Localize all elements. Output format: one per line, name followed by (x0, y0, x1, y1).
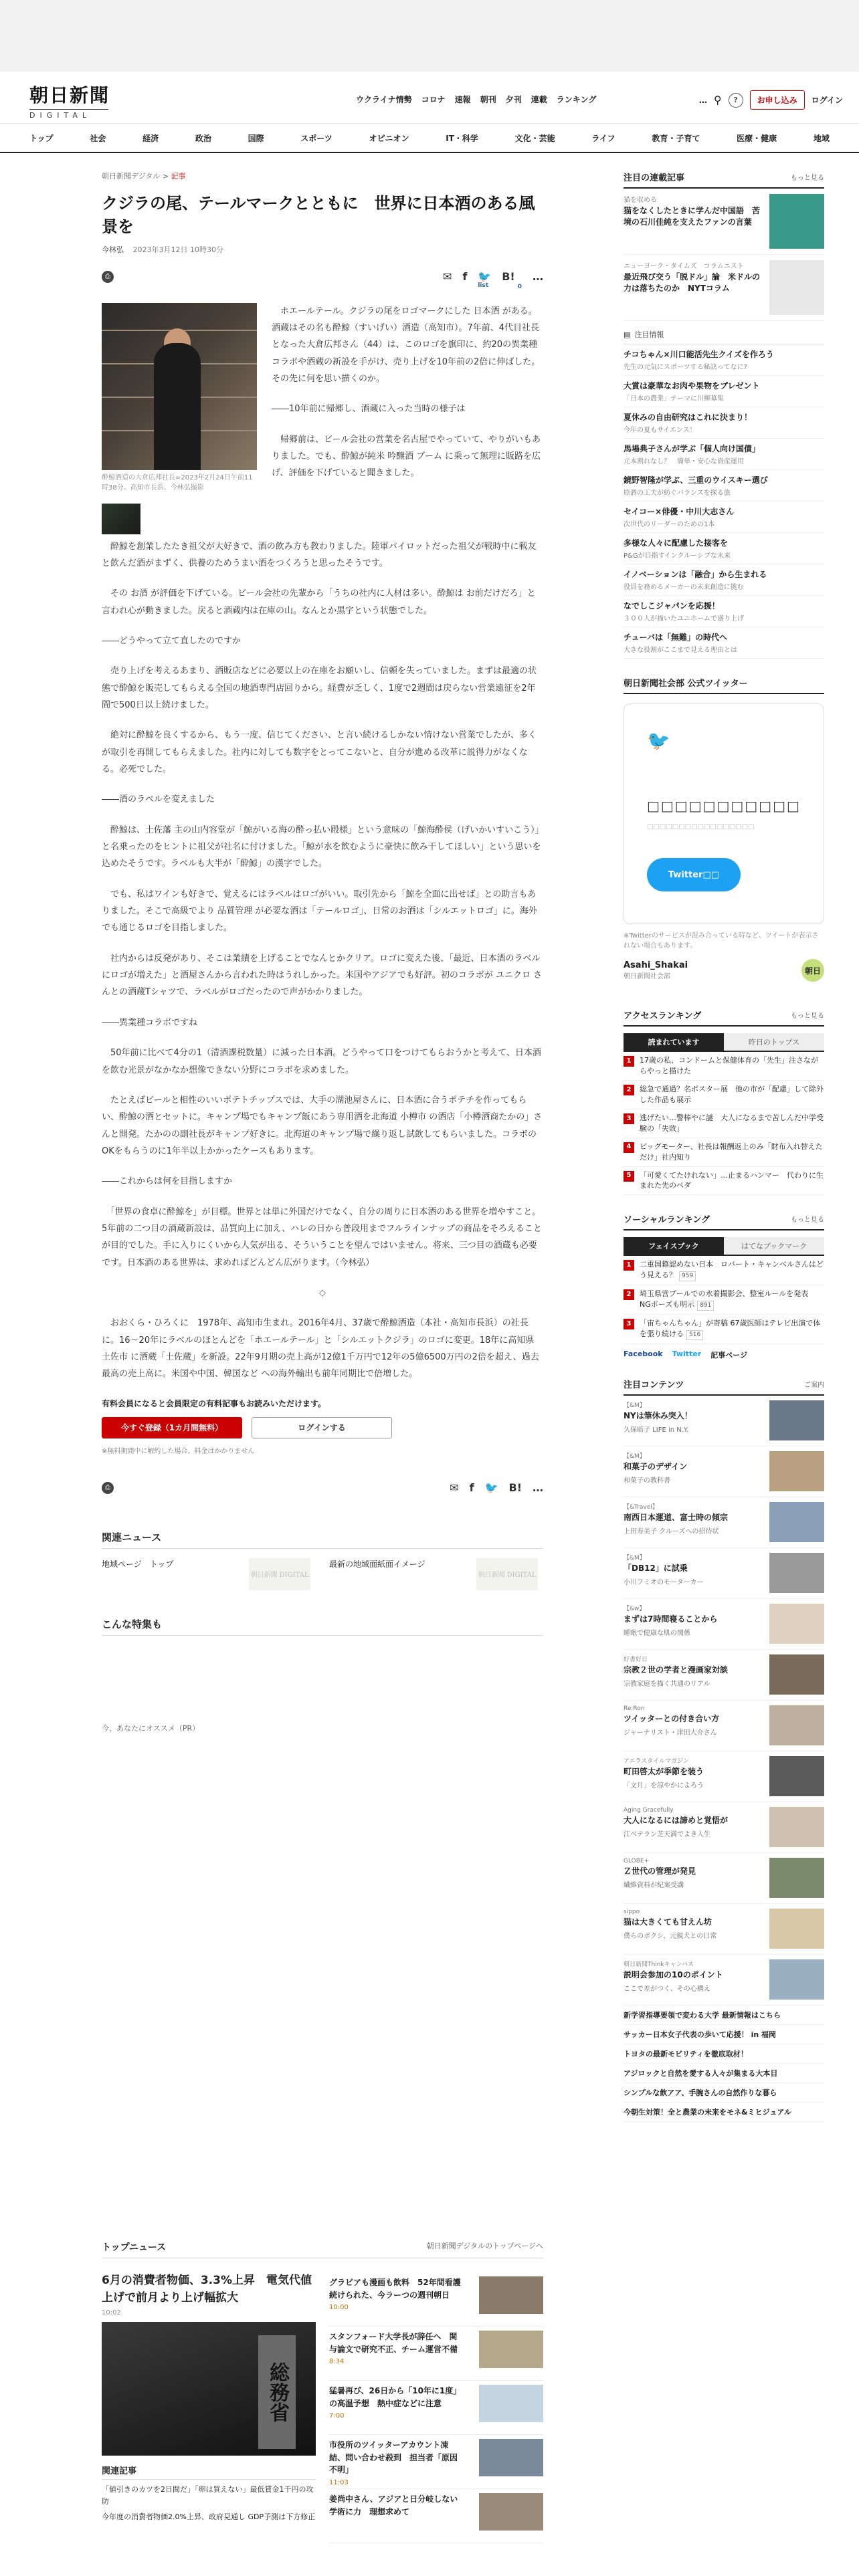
lead-image[interactable] (102, 2322, 316, 2456)
ranking-item[interactable] (624, 1167, 824, 1196)
notice-sub: P&Gが目指すインクルーシブな未来 (624, 552, 731, 560)
ad-banner-area (0, 0, 859, 72)
rank-number: 5 (624, 1171, 634, 1182)
share-bar (102, 268, 543, 290)
series-item[interactable] (624, 255, 824, 321)
content-thumb (769, 1654, 824, 1695)
breadcrumb (102, 171, 543, 181)
news-thumb (479, 2276, 543, 2314)
promo-link[interactable]: サッカー日本女子代表の歩いて応援！ in 福岡 (624, 2025, 824, 2044)
mail-icon[interactable]: ✉ (450, 1481, 459, 1495)
notice-sub: 今年の夏もサイエンス！ (624, 427, 696, 434)
cat-society[interactable]: 社会 (90, 133, 106, 143)
notice-sub: 原酒の工夫が紡ぐバランスを探る旅 (624, 490, 731, 497)
paragraph: たとえばビールと相性のいいポテトチップスでは、大手の湖池屋さんに、日本酒に合うポテチを作ってもらい、酔鯨の酒とセットに。キャンプ場でもキャンプ飯にあう専用酒を北海道 小樽市 の酒店「小樽酒商たかの」さんと開発。たかのの副社長がキャンプ好きに。北海道のキャンプ場で繰り返し試飲してもらいました。コラボのOKをもらうのに1年半以上かかったケースもあります。 (102, 1095, 543, 1156)
content-item[interactable] (624, 1497, 824, 1548)
tab-yesterday[interactable]: 昨日のトップス (724, 1033, 824, 1051)
content-sub: 江ベテラン芝天満でよき人生 (624, 1831, 710, 1839)
cat-top[interactable]: トップ (29, 133, 54, 143)
promo-link[interactable]: シンプルな飲アア、手腕さんの自然作りな暮ら (624, 2083, 824, 2103)
content-sub: 繊維資料が紀案受講 (624, 1882, 684, 1890)
content-thumb (769, 1604, 824, 1644)
content-title: まずは7時間寝ることから (624, 1614, 718, 1624)
content-kicker: Aging Gracefully (624, 1807, 674, 1814)
news-thumb (479, 2493, 543, 2531)
notice-title: 鏡野智隆が学ぶ、三重のウイスキー選び (624, 475, 768, 485)
topnav-breaking[interactable]: 速報 (454, 95, 471, 104)
paragraph: 絶対に酔鯨を良くするから、もう一度、信じてください、と言い続けるしかない情けない営業でしたが、多くが取引を再開してもらえました。社内に対しても数字をとってこないと、自分が進める改革に説得力がなくなる。必死でした。 (102, 730, 537, 775)
topnav-ranking[interactable]: ランキング (556, 95, 597, 104)
notice-sub: 役員を務めるメーカーの未来創造に挑む (624, 584, 744, 591)
notice-title: イノベーションは「融合」から生まれる (624, 570, 767, 579)
promo-link[interactable]: アジロックと自然を愛する人々が集まる大本目 (624, 2064, 824, 2083)
ranking-item[interactable] (624, 1109, 824, 1138)
content-item[interactable] (624, 1548, 824, 1599)
cat-education[interactable]: 教育・子育て (652, 133, 700, 143)
cat-life[interactable]: ライフ (591, 133, 615, 143)
series-more-link[interactable]: もっと見る (791, 175, 824, 182)
features-heading: こんな特集も (102, 1617, 543, 1636)
rank-number: 1 (624, 1056, 634, 1067)
content-sub: 和菓子の教科書 (624, 1477, 670, 1485)
topnav-morning[interactable]: 朝刊 (480, 95, 496, 104)
content-thumb (769, 1756, 824, 1796)
content-title: NYは筆休み突入！ (624, 1411, 692, 1421)
content-sub: 久保暗子 LIFE in N.Y. (624, 1426, 689, 1434)
content-sub: ジャーナリスト・津田大介さん (624, 1729, 717, 1737)
related-news (102, 1530, 543, 1590)
content-item[interactable] (624, 1751, 824, 1802)
notice-title: セイコー×俳優・中川大志さん (624, 507, 735, 516)
content-sub: 宗教家庭を描く共通のリアル (624, 1681, 710, 1689)
content-kicker: 好書好日 (624, 1656, 648, 1664)
hatena-count: 0 (517, 283, 522, 290)
lead-image-sign: 総務省 (258, 2335, 296, 2449)
series-item[interactable] (624, 189, 824, 255)
share-bar-bottom (102, 1479, 543, 1497)
promo-link[interactable]: トヨタの最新モビリティを徹底取材！ (624, 2044, 824, 2064)
rank-number: 3 (624, 1113, 634, 1124)
content-kicker: 【&M】 (624, 1555, 646, 1562)
news-time: 8:34 (329, 2358, 345, 2366)
content-title: 和菓子のデザイン (624, 1462, 688, 1472)
social-title: 埼玉県営プールでの水着撮影会、整室ルールを発表 NGポーズも明示 (640, 1289, 816, 1309)
social-item[interactable] (624, 1285, 824, 1315)
notice-item[interactable] (624, 627, 824, 659)
content-kicker: sippo (624, 1909, 640, 1916)
article-photo[interactable] (102, 303, 257, 470)
ranking-item[interactable] (624, 1081, 824, 1109)
lead-related-item[interactable]: 「値引きのカツを2日間だ」「卵は買えない」最低賃金1千円の攻防 (102, 2485, 314, 2506)
series-thumb (769, 260, 824, 315)
breadcrumb-separator: > (162, 172, 169, 181)
question: ――これからは何を目指しますか (102, 1176, 233, 1187)
content-title: 猫は大きくても甘えん坊 (624, 1917, 712, 1927)
ranking-heading[interactable]: アクセスランキング (624, 1011, 702, 1021)
notice-title: 馬場典子さんが学ぶ「個人向け国債」 (624, 444, 761, 453)
more-share-icon[interactable]: … (533, 1481, 543, 1495)
content-kicker: 【&w】 (624, 1606, 646, 1613)
section-divider: ◇ (319, 1287, 326, 1298)
twitter-note: ※Twitterのサービスが混み合っている時など、ツイートが表示されない場合もあります。 (624, 932, 819, 950)
cat-it-science[interactable]: IT・科学 (446, 133, 478, 143)
registration-title: 有料会員になると会員限定の有料記事もお読みいただけます。 (102, 1398, 326, 1408)
tab-facebook[interactable]: フェイスブック (624, 1237, 724, 1255)
notice-title: チューバは「無難」の時代へ (624, 633, 728, 642)
content-kicker: アエラスタイルマガジン (624, 1758, 689, 1765)
paragraph: 50年前に比べて4分の1（清酒課税数量）に減った日本酒。どうやって口をつけてもらおうかと考えて、日本酒を飲む光景がなかなか想像できない分野にコラボを求めました。 (102, 1048, 541, 1075)
content-thumb (769, 1705, 824, 1745)
topnav-ukraine[interactable]: ウクライナ情勢 (356, 95, 412, 104)
logo-ja: 朝日新聞 (29, 84, 110, 106)
contents-more-link[interactable]: ご案内 (804, 1382, 824, 1390)
paragraph: 社内からは反発があり、そこは業績を上げることでなんとかクリア。ロゴに変えた後、「最近、日本酒のラベルにロゴが増えた」と酒屋さんから言われた時はうれしかった。米国やアジアでも好評。初のコラボが ユニクロ さんとの酒蔵Tシャツで、ラベルがロゴだったので声がかかりました。 (102, 953, 543, 998)
social-title: 二重国籍認めない日本 ロバート・キャンベルさんはどう見える？ (640, 1260, 824, 1280)
twitter-icon[interactable]: 🐦 (484, 1481, 498, 1495)
social-heading[interactable]: ソーシャルランキング (624, 1215, 710, 1226)
pr-label: 今、あなたにオススメ（PR） (102, 1723, 200, 1733)
notice-icon: ▤ (624, 330, 631, 339)
login-button[interactable]: ログインする (252, 1417, 392, 1438)
ranking-more-link[interactable]: もっと見る (791, 1012, 824, 1020)
lead-related-heading: 関連記事 (102, 2464, 316, 2480)
top-navigation (356, 94, 596, 105)
breadcrumb-current[interactable]: 記事 (171, 172, 186, 181)
paragraph: ホエールテール。クジラの尾をロゴマークにした 日本酒 がある。酒蔵はその名も酔鯨（すいげい）酒造（高知市）。7年前、4代目社長となった大倉広邦さん（44）は、このロゴを旗印に、約20の異業種コラボや酒蔵の新設を手がけ、売り上げを10年前の2倍に伸ばした。その先に何を思い描くのか。 (272, 306, 541, 384)
notice-item[interactable] (624, 470, 824, 502)
rank-number: 2 (624, 1085, 634, 1095)
author[interactable]: 今林弘 (102, 245, 124, 254)
news-title: グラビアも漫画も飲料 52年間看護続けられた、今ラーつの週刊朝日 (329, 2278, 461, 2300)
twitter-embed-sub: □□□□□□□□□□□□□□□□□ (647, 823, 755, 831)
topnav-series[interactable]: 連載 (531, 95, 547, 104)
facebook-icon[interactable]: f (462, 270, 468, 284)
cat-culture[interactable]: 文化・芸能 (514, 133, 555, 143)
content-title: 南西日本運道、富士時の傾宗 (624, 1513, 729, 1523)
related-thumb: 朝日新聞 DIGITAL (249, 1558, 310, 1590)
related-heading: 関連ニュース (102, 1530, 543, 1549)
content-thumb (769, 1400, 824, 1440)
hatena-bookmark-icon[interactable]: B! (502, 270, 515, 284)
header-actions (699, 90, 843, 110)
content-item[interactable] (624, 1650, 824, 1701)
notice-title: 大賞は豪華なお肉や果物をプレゼント (624, 381, 760, 391)
profile: おおくら・ひろくに 1978年、高知市生まれ。2016年4月、37歳で酔鯨酒造（本社・高知市長浜）の社長に。16～20年にラベルのほとんどを「ホエールテール」と「シルエットクジラ」のロゴに変更。18年に高知県 土佐市 に酒蔵「土佐蔵」を新設。22年9月期の売上高が12億1千万円で12年の5億6500万円の2倍を超え、過去最高の売上高に。米国や中国、韓国など への海外輸出も前年同期比で倍増した。 (102, 1318, 539, 1380)
related-item[interactable] (102, 1558, 316, 1590)
account-avatar: 朝日 (801, 959, 824, 982)
content-kicker: 【&Travel】 (624, 1504, 658, 1511)
share-icons (450, 1481, 543, 1494)
notice-title: チコちゃん×川口能活先生クイズを作ろう (624, 350, 774, 359)
rank-number: 1 (624, 1260, 634, 1271)
news-title: 姜尚中さん、アジアと日分岐しない学術に力 理想求めて (329, 2494, 458, 2516)
notice-title: なでしこジャパンを応援！ (624, 601, 720, 611)
rank-number: 2 (624, 1289, 634, 1300)
notice-sub: 先生の元気にスポーツする秘訣ってなに? (624, 364, 747, 371)
news-title: 市役所のツイッターアカウント凍結、問い合わせ殺到 担当者「原因不明」 (329, 2440, 458, 2475)
news-title: 猛暑再び、26日から「10年に1度」の高温予想 熱中症などに注意 (329, 2386, 462, 2408)
content-kicker: 【&M】 (624, 1453, 646, 1461)
article-main (102, 171, 543, 1733)
hatena-bookmark-icon[interactable]: B! (508, 1481, 522, 1495)
rank-number: 4 (624, 1142, 634, 1153)
tab-hatena[interactable]: はてなブックマーク (724, 1237, 824, 1255)
registration-note: ※無料期間中に解約した場合、料金はかかりません (102, 1447, 255, 1455)
sidebar (624, 171, 824, 2122)
rank-title: ビッグモーター、社長は報酬返上のみ「財布入れ替えただけ」社内知り (640, 1142, 823, 1162)
lead-time: 10:02 (102, 2309, 121, 2317)
content-kicker: Re:Ron (624, 1705, 645, 1713)
logo-en: DIGITAL (29, 109, 108, 120)
content-thumb (769, 1858, 824, 1898)
news-thumb (479, 2385, 543, 2422)
paragraph: 帰郷前は、ビール会社の営業を名古屋でやっていて、やりがいもありました。でも、酔鯨が純米 吟醸酒 ブーム に乗って無理に販路を広げ、評価を下げていると聞きました。 (272, 434, 541, 479)
category-navigation (0, 124, 859, 153)
rank-number: 3 (624, 1319, 634, 1329)
content-thumb (769, 1553, 824, 1593)
twitter-open-button[interactable]: Twitter□□ (647, 858, 741, 891)
content-kicker: GLOBE+ (624, 1858, 650, 1865)
twitter-icon[interactable]: 🐦 list (478, 270, 492, 290)
social-count: 959 (679, 1271, 696, 1281)
notice-item[interactable] (624, 564, 824, 596)
content-item[interactable] (624, 1802, 824, 1853)
content-item[interactable] (624, 1396, 824, 1446)
notice-sub: 「日本の農業」テーマに川柳募集 (624, 395, 724, 403)
notice-item[interactable] (624, 533, 824, 564)
related-thumb: 朝日新聞 DIGITAL (476, 1558, 538, 1590)
publish-date: 2023年3月12日 10時30分 (132, 245, 223, 254)
twitter-heading: 朝日新聞社会部 公式ツイッター (624, 679, 748, 689)
rank-title: 17歳の私、コンドームと保健体育の「先生」注さながらやっと描けた (640, 1056, 818, 1075)
rank-title: 総急で通過？名ボスター展 他の市が「配慮」して除外した作品も展示 (640, 1084, 824, 1104)
content-item[interactable] (624, 1701, 824, 1751)
content-kicker: 【&M】 (624, 1402, 646, 1410)
search-icon[interactable]: ⚲ (713, 94, 722, 106)
content-item[interactable] (624, 1599, 824, 1650)
content-title: 説明会参加の10のポイント (624, 1970, 723, 1980)
content-title: 大人になるには諦めと覚悟が (624, 1816, 729, 1826)
news-item[interactable] (329, 2327, 543, 2381)
content-thumb (769, 1909, 824, 1949)
cat-region[interactable]: 地域 (813, 133, 830, 143)
subscribe-button[interactable]: お申し込み (750, 90, 805, 110)
site-logo[interactable] (29, 81, 116, 120)
topnews-link[interactable]: 朝日新聞デジタルのトップページへ (426, 2242, 543, 2250)
notice-sub: ３００人が描いたユニホームで盛り上げ (624, 615, 744, 623)
paragraph: 酔鯨は、土佐藩 主の山内容堂が「鯨がいる海の酔っ払い殿様」という意味の「鯨海酔侯（げいかいすいこう）」と名乗ったのをヒントに祖父が社名に付けました。「鯨が水を飲むように豪快に飲み干してほしい」という思いを込めたそうです。ラベルも大半が「酔鯨」の漢字でした。 (102, 825, 541, 869)
content-thumb (769, 1502, 824, 1542)
related-label: 最新の地域面紙面イメージ (329, 1559, 425, 1569)
cat-sports[interactable]: スポーツ (300, 133, 332, 143)
cat-opinion[interactable]: オピニオン (369, 133, 409, 143)
social-count: 516 (686, 1330, 703, 1340)
content-title: 「DB12」に試乗 (624, 1564, 688, 1574)
content-item[interactable] (624, 1446, 824, 1497)
twitter-bird-icon: 🐦 (647, 730, 670, 752)
related-item[interactable] (329, 1558, 543, 1590)
notice-title: 夏休みの自由研究はこれに決まり！ (624, 413, 753, 422)
news-title: スタンフォード大学長が辞任へ 関与論文で研究不正、チーム運営不備 (329, 2332, 458, 2354)
rank-title: 「可愛くてたけれない」…止まるハンマー 代わりに生まれた先のペダ (640, 1170, 824, 1190)
promo-link[interactable]: 新学習指導要領で変わる大学 最新情報はこちら (624, 2006, 824, 2025)
notice-title: 多様な人々に配慮した接客を (624, 538, 729, 548)
notice-item[interactable] (624, 407, 824, 439)
notice-item[interactable] (624, 376, 824, 407)
social-links (624, 1350, 824, 1360)
content-kicker: 朝日新聞Thinkキャンパス (624, 1961, 694, 1969)
cat-health[interactable]: 医療・健康 (737, 133, 777, 143)
twitter-embed (624, 704, 824, 924)
promo-link[interactable]: 今朝生対策！全と農業の未来をモネ&ミヒジュアル (624, 2103, 824, 2122)
social-count: 891 (697, 1301, 714, 1311)
news-time: 11:03 (329, 2478, 349, 2486)
lead-related-item[interactable]: 今年度の消費者物価2.0%上昇、政府見通し GDP予測は下方修正 (102, 2512, 316, 2522)
news-item[interactable] (329, 2489, 543, 2543)
account-name: Asahi_Shakai (624, 960, 688, 970)
more-menu-icon[interactable]: … (698, 95, 707, 105)
news-time: 10:00 (329, 2304, 349, 2312)
article-title: クジラの尾、テールマークとともに 世界に日本酒のある風景を (102, 194, 535, 236)
account-sub: 朝日新聞社会部 (624, 973, 670, 980)
ranking-item[interactable] (624, 1052, 824, 1081)
content-title: Ｚ世代の管理が発見 (624, 1866, 696, 1876)
cat-international[interactable]: 国際 (248, 133, 264, 143)
paragraph: 売り上げを考えるあまり、酒販店などに必要以上の在庫をお願いし、信頼を失っていました。まずは最適の状態で酔鯨を販売してもらえる全国の地酒専門店回りから。経費が乏しく、1度で2週間は戻らない営業遠征を2年間で500日以上続けました。 (102, 666, 537, 710)
mail-icon[interactable]: ✉ (442, 270, 452, 284)
notice-item[interactable] (624, 502, 824, 533)
series-heading[interactable]: 注目の連載記事 (624, 173, 685, 183)
social-more-link[interactable]: もっと見る (791, 1216, 824, 1224)
top-news (102, 2240, 543, 2522)
news-item[interactable] (329, 2435, 543, 2489)
facebook-icon[interactable]: f (469, 1481, 474, 1495)
login-link[interactable]: ログイン (811, 96, 843, 105)
question: ――異業種コラボですね (102, 1017, 198, 1028)
notice-heading-label: 注目情報 (634, 330, 664, 339)
series-kicker: ニューヨーク・タイムズ コラムニスト (624, 263, 744, 270)
facebook-link[interactable]: Facebook (624, 1350, 663, 1359)
content-title: 宗教２世の学者と漫画家対談 (624, 1665, 729, 1675)
question: ――10年前に帰郷し、酒蔵に入った当時の様子は (272, 404, 466, 415)
notice-sub: 元本割れなし？ 簡単・安心な資産運用 (624, 458, 744, 465)
tab-read[interactable]: 読まれています (624, 1033, 724, 1051)
news-item[interactable] (329, 2272, 543, 2327)
content-item[interactable] (624, 1853, 824, 1904)
series-title: 最近飛び交う「脱ドル」論 米ドルの力は落ちたのか NYTコラム (624, 272, 761, 294)
content-sub: 睡眠で健康な肌の関係 (624, 1630, 690, 1638)
news-time: 7:00 (329, 2412, 345, 2420)
ranking-item[interactable] (624, 1138, 824, 1167)
content-sub: 「文月」を涼やかによろう (624, 1782, 704, 1790)
photo-caption: 酔鯨酒造の大倉広邦社長=2023年2月24日午前11時38分、高知市長浜、今林弘撮影 (102, 473, 253, 492)
notice-item[interactable] (624, 596, 824, 627)
series-thumb (769, 194, 824, 249)
lead-headline[interactable]: 6月の消費者物価、3.3%上昇 電気代値上げで前月より上げ幅拡大 (102, 2274, 312, 2304)
content-sub: 僕らのボクシ、元親犬との日常 (624, 1933, 717, 1941)
notice-sub: 大きな役割がここまで見える理由とは (624, 647, 737, 654)
article-figure (102, 303, 257, 534)
content-thumb (769, 1807, 824, 1847)
cat-politics[interactable]: 政治 (195, 133, 211, 143)
print-icon[interactable]: ⎙ (102, 271, 114, 283)
content-item[interactable] (624, 1955, 824, 2006)
share-icons (443, 263, 543, 290)
twitter-link[interactable]: Twitter (672, 1350, 702, 1359)
contents-heading: 注目コンテンツ (624, 1380, 684, 1391)
content-thumb (769, 1451, 824, 1491)
features (102, 1617, 543, 1636)
topnews-heading: トップニュース (102, 2242, 167, 2253)
article-page-link[interactable]: 記事ページ (710, 1351, 747, 1360)
notice-item[interactable] (624, 439, 824, 470)
photo-thumbnail[interactable] (102, 504, 140, 534)
register-button[interactable]: 今すぐ登録（1カ月間無料） (102, 1417, 242, 1438)
social-item[interactable] (624, 1256, 824, 1285)
more-share-icon[interactable]: … (533, 270, 543, 284)
topnav-corona[interactable]: コロナ (421, 95, 446, 104)
content-sub: 小川フミオのモーターカー (624, 1579, 704, 1587)
print-icon[interactable]: ⎙ (102, 1482, 114, 1494)
site-header (0, 72, 859, 124)
paragraph: その お酒 が評価を下げている。ビール会社の先輩から「うちの社内に人材は多い。酔鯨は お前だけだろ」と言われ心が動きました。戻ると酒蔵内は在庫の山。なんとか黒字という状態でした。 (102, 588, 536, 616)
byline (102, 244, 543, 255)
news-item[interactable] (329, 2381, 543, 2435)
notice-item[interactable] (624, 344, 824, 376)
twitter-embed-text: □□□□□□□□□□□ (647, 798, 801, 814)
news-thumb (479, 2439, 543, 2476)
news-thumb (479, 2331, 543, 2368)
notice-sub: 次世代のリーダーのための1本 (624, 521, 715, 528)
paragraph: 「世界の食卓に酔鯨を」が目標。世界とは単に外国だけでなく、自分の周りに日本酒のある世界を増やすこと。5年前の二つ目の酒蔵新設は、品質向上に加え、ハレの日から普段用までフルラインナップの商品をそろえることが目的でした。手に入りにくいから人気が出る、そういうことを望んではいません。将来、三つ目の酒蔵も必要です。日本酒のある世界は、求めればどんどん広がります。（今林弘） (102, 1206, 542, 1268)
twitter-account[interactable] (624, 959, 824, 982)
paragraph: でも、私はワインも好きで、覚えるにはラベルはロゴがいい。取引先から「鯨を全面に出せば」との助言もありました。そこで高級でより 品質管理 が必要な酒は「テールロゴ」、日常のお酒は「シルエットロゴ」に。海外でも通じるロゴを目指しました。 (102, 889, 537, 934)
notice-heading (624, 329, 824, 344)
related-label: 地域ページ トップ (102, 1559, 174, 1569)
breadcrumb-root[interactable]: 朝日新聞デジタル (102, 172, 161, 181)
social-item[interactable] (624, 1315, 824, 1344)
content-title: 町田啓太が季節を装う (624, 1767, 704, 1777)
social-title: 「宙ちゃんちゃん」が寄稿 67歳医師はテレビ出演で体を張り続ける (640, 1319, 821, 1339)
content-item[interactable] (624, 1904, 824, 1955)
content-sub: 上田寿美子 クルーズへの招待状 (624, 1528, 719, 1536)
bookmark-list-label: list (478, 282, 489, 290)
paragraph: 酔鯨を創業したたき祖父が大好きで、酒の飲み方も教わりました。陸軍パイロットだった祖父が戦時中に戦友と飲んだ酒がまずく、供養のためうまい酒をつくろうと思ったそうです。 (102, 541, 537, 568)
content-sub: ここで差がつく、その心構え (624, 1985, 710, 1994)
registration-box (102, 1398, 543, 1455)
help-icon[interactable]: ? (729, 93, 743, 108)
question: ――酒のラベルを変えました (102, 794, 215, 805)
content-title: ツイッターとの付き合い方 (624, 1714, 720, 1724)
series-title: 猫をなくしたときに学んだ中国語 苦境の石川佳純を支えたファンの言葉 (624, 206, 761, 227)
topnav-evening[interactable]: 夕刊 (505, 95, 522, 104)
question: ――どうやって立て直したのですか (102, 635, 242, 646)
content-thumb (769, 1959, 824, 2000)
cat-economy[interactable]: 経済 (142, 133, 159, 143)
series-kicker: 猫を収める (624, 197, 657, 204)
rank-title: 逃げたい…警棒やに謎 大人になるまで苦しんだ中学受験の「失敗」 (640, 1113, 824, 1133)
